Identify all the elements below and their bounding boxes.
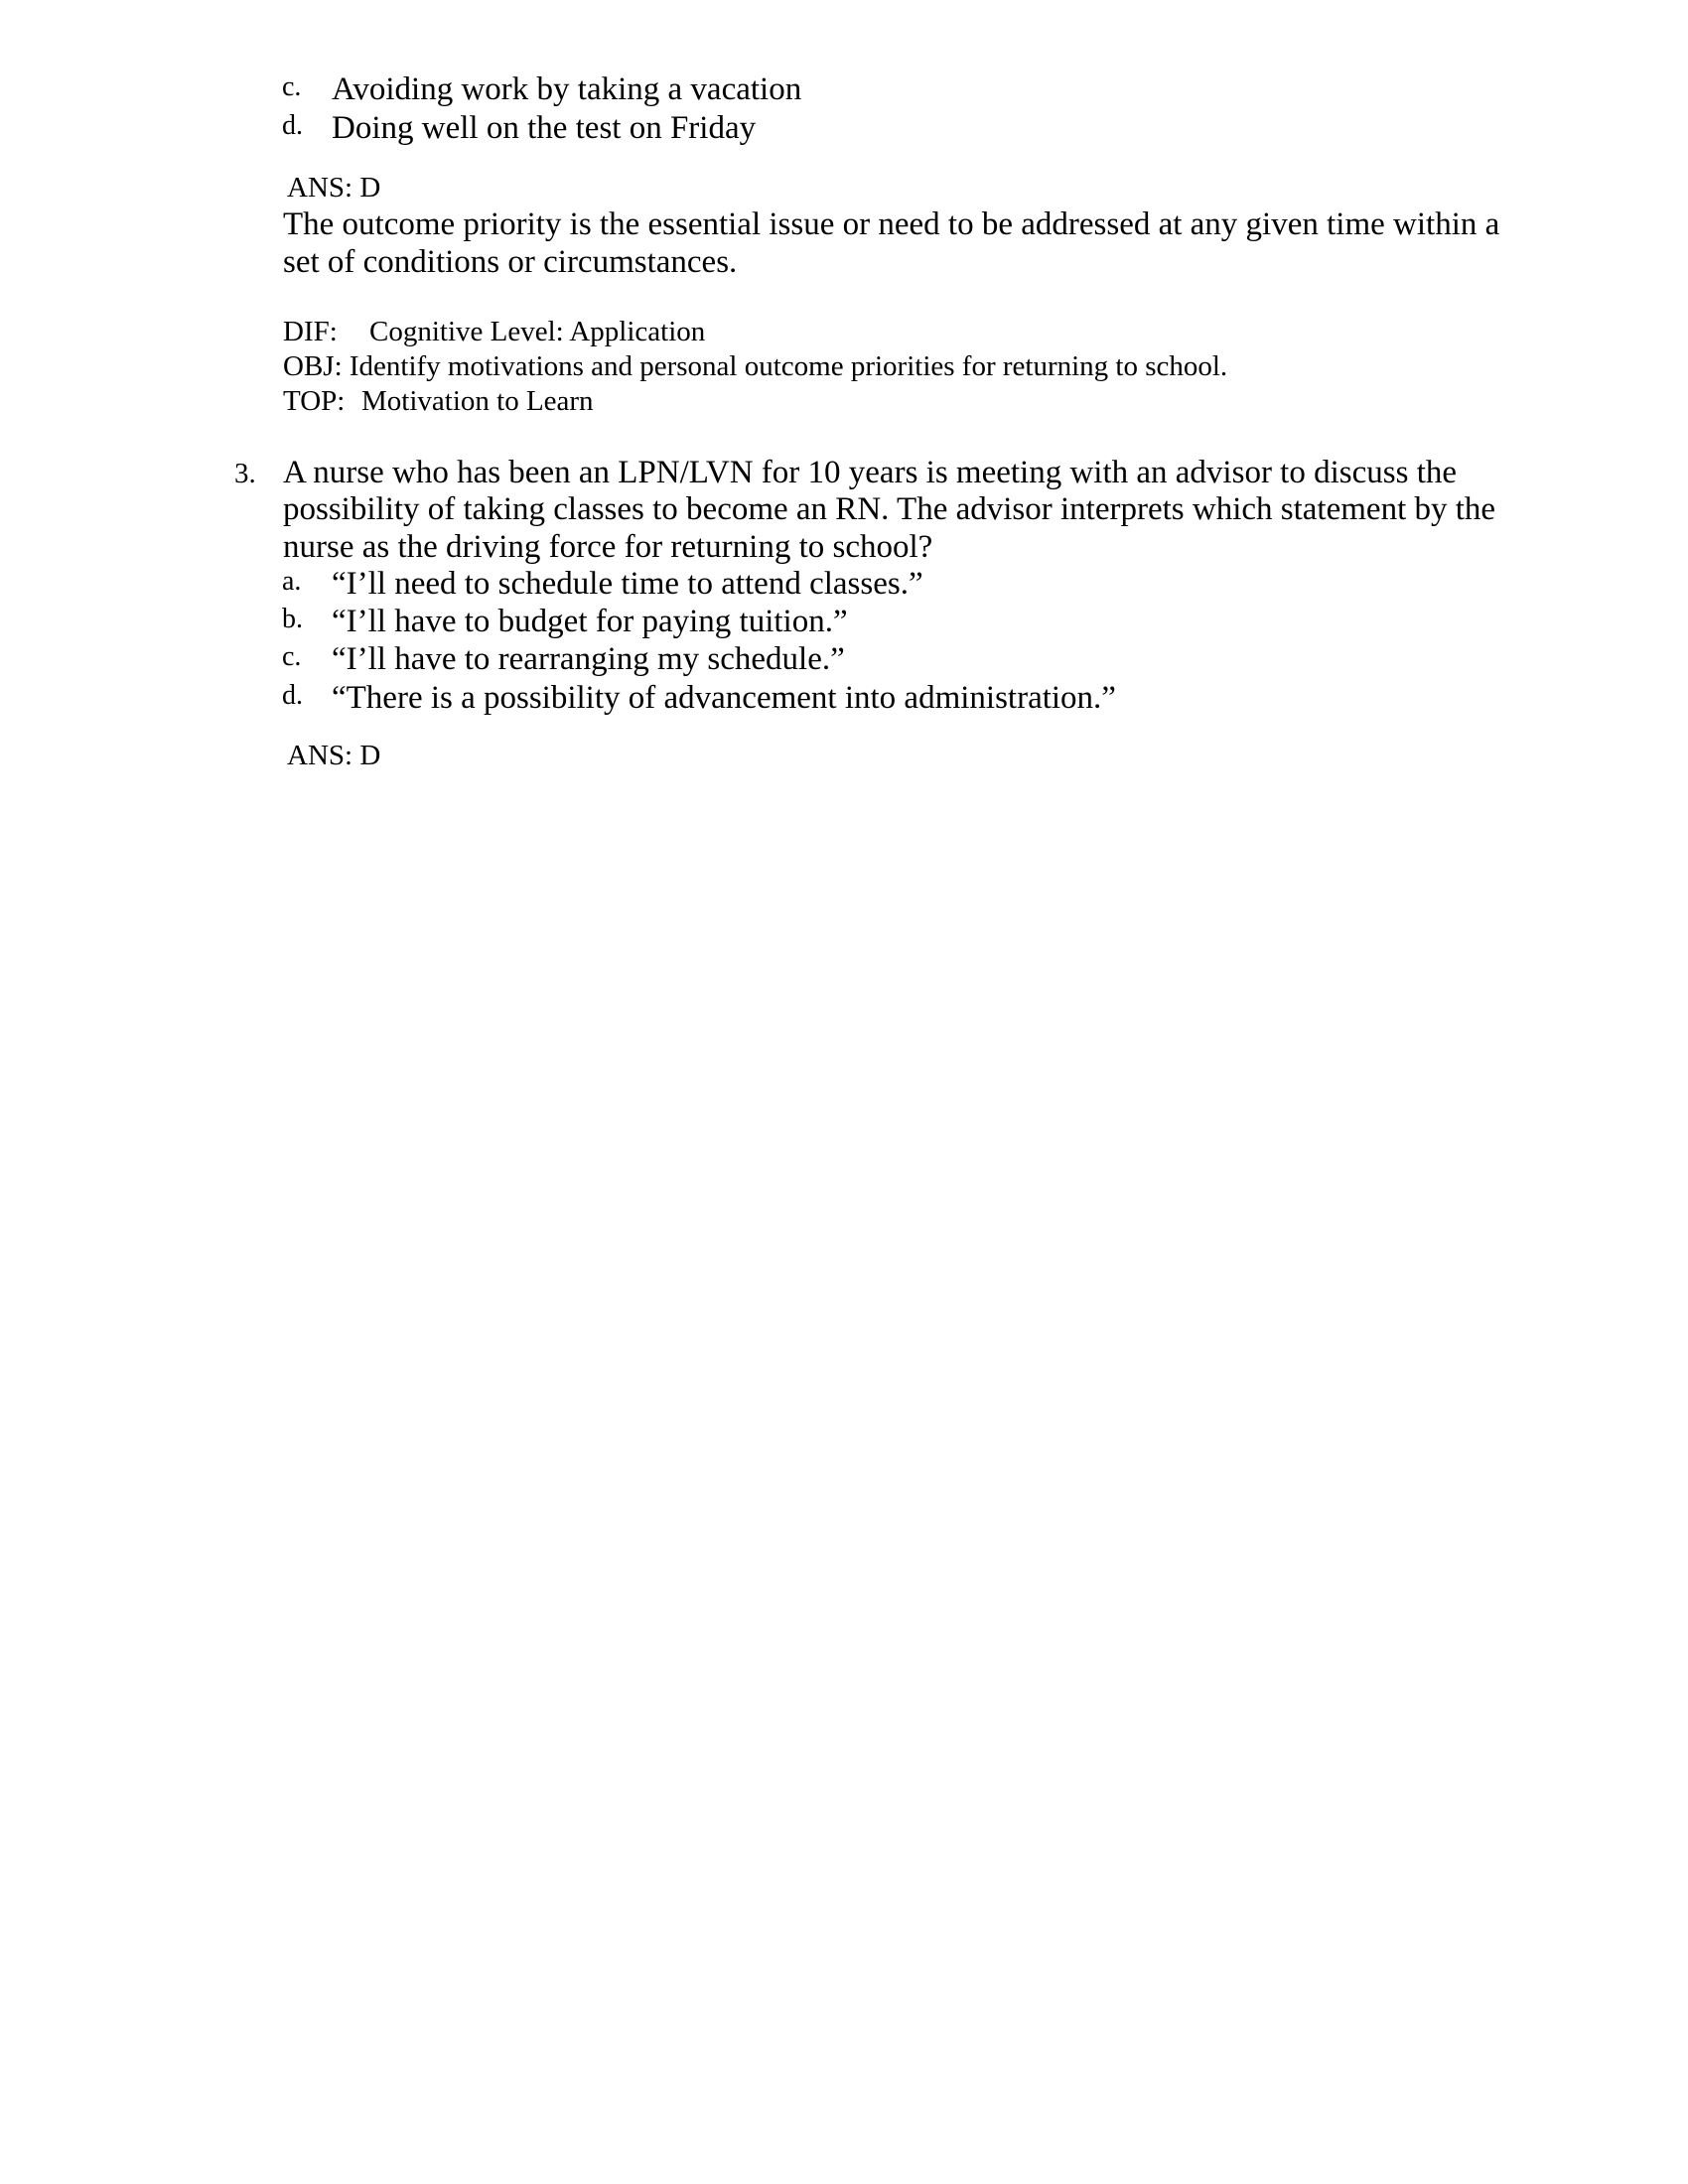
- option-text-d: “There is a possibility of advancement into administration.”: [332, 680, 1116, 716]
- option-text-d: Doing well on the test on Friday: [332, 110, 757, 146]
- option-text-b: “I’ll have to budget for paying tuition.”: [332, 604, 848, 639]
- top-value: Motivation to Learn: [361, 385, 594, 417]
- option-letter-a: a.: [282, 566, 302, 597]
- objective: OBJ: Identify motivations and personal outcome priorities for returning to school.: [283, 350, 1228, 382]
- answer-key: ANS: D: [287, 172, 381, 204]
- option-letter-b: b.: [282, 604, 303, 634]
- option-text-c: Avoiding work by taking a vacation: [332, 71, 802, 107]
- option-letter-c: c.: [282, 641, 302, 672]
- question-stem-line-2: possibility of taking classes to become an RN. The advisor interprets which statement by the: [283, 491, 1496, 527]
- option-letter-d: d.: [282, 680, 303, 711]
- question-stem-line-3: nurse as the driving force for returning to school?: [283, 529, 933, 565]
- answer-key: ANS: D: [287, 740, 381, 771]
- option-letter-c: c.: [282, 71, 302, 102]
- dif-label: DIF:: [283, 316, 338, 347]
- dif-value: Cognitive Level: Application: [369, 316, 706, 347]
- option-letter-d: d.: [282, 110, 303, 141]
- rationale-line-2: set of conditions or circumstances.: [283, 244, 738, 280]
- option-text-c: “I’ll have to rearranging my schedule.”: [332, 641, 845, 677]
- question-stem-line-1: A nurse who has been an LPN/LVN for 10 years is meeting with an advisor to discuss the: [283, 455, 1458, 490]
- top-label: TOP:: [283, 385, 346, 417]
- rationale-line-1: The outcome priority is the essential issue or need to be addressed at any given time within a: [283, 206, 1500, 242]
- option-text-a: “I’ll need to schedule time to attend classes.”: [332, 566, 923, 602]
- question-number: 3.: [234, 458, 256, 489]
